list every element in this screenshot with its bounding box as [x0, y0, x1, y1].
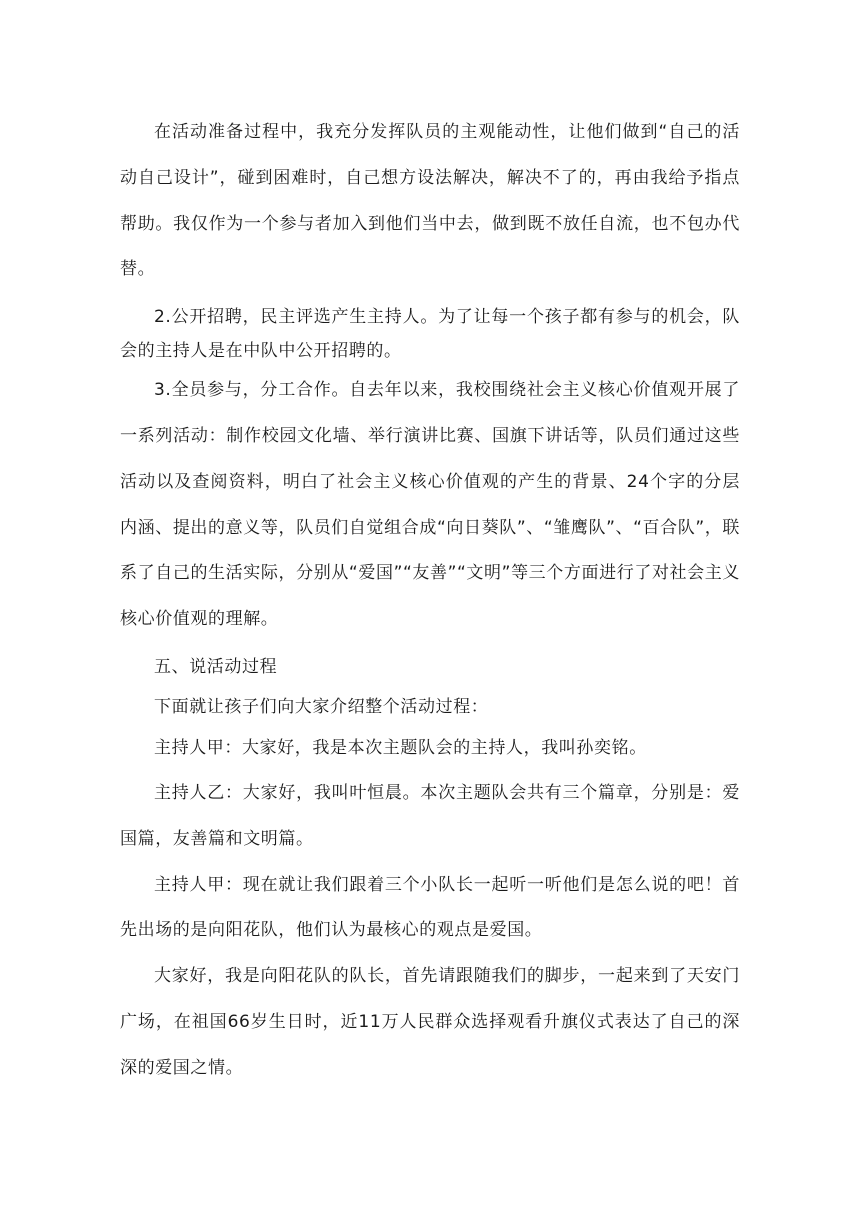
paragraph-process-intro: 下面就让孩子们向大家介绍整个活动过程：: [154, 697, 489, 718]
paragraph-host-recruitment: 2.公开招聘，民主评选产生主持人。为了让每一个孩子都有参与的机会，队会的主持人是在中队中公开招聘的。: [120, 307, 740, 362]
paragraph-activity-preparation: 在活动准备过程中，我充分发挥队员的主观能动性，让他们做到“自己的活动自己设计”，碰到困难时，自己想方设法解决，解决不了的，再由我给予指点帮助。我仅作为一个参与者加入到他们当中去，做到既不放任自流，也不包办代替。: [120, 122, 740, 280]
paragraph-host-a-intro: 主持人甲：现在就让我们跟着三个小队长一起听一听他们是怎么说的吧！首先出场的是向阳花队，他们认为最核心的观点是爱国。: [120, 874, 740, 941]
section-heading-activity-process: 五、说活动过程: [154, 656, 278, 677]
paragraph-team-captain-speech: 大家好，我是向阳花队的队长，首先请跟随我们的脚步，一起来到了天安门广场，在祖国66岁生日时，近11万人民群众选择观看升旗仪式表达了自己的深深的爱国之情。: [120, 966, 740, 1078]
paragraph-host-b-greeting: 主持人乙：大家好，我叫叶恒晨。本次主题队会共有三个篇章，分别是：爱国篇，友善篇和文明篇。: [120, 782, 740, 849]
paragraph-host-a-greeting: 主持人甲：大家好，我是本次主题队会的主持人，我叫孙奕铭。: [154, 737, 647, 758]
paragraph-full-participation: 3.全员参与，分工合作。自去年以来，我校围绕社会主义核心价值观开展了一系列活动：制作校园文化墙、举行演讲比赛、国旗下讲话等，队员们通过这些活动以及查阅资料，明白了社会主义核心价值观的产生的背景、24个字的分层内涵、提出的意义等，队员们自觉组合成“向日葵队”、“雏鹰队”、“百合队”，联系了自己的生活实际，分别从“爱国”“友善”“文明”等三个方面进行了对社会主义核心价值观的理解。: [120, 380, 740, 630]
document-body: [120, 110, 740, 1092]
